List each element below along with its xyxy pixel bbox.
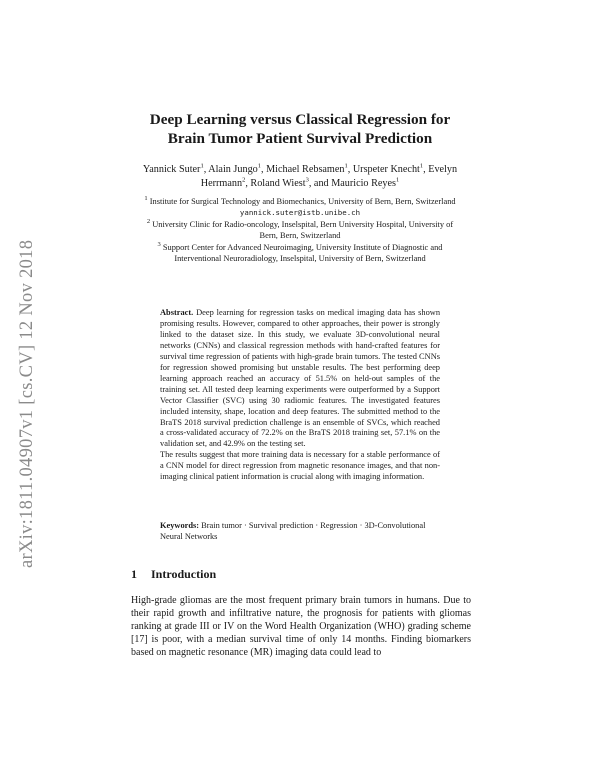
author-affiliation-mark: 1 — [257, 162, 262, 170]
author-name: Urspeter Knecht — [352, 164, 420, 175]
arxiv-identifier-stamp — [18, 192, 36, 568]
author-separator: , and — [308, 177, 332, 189]
affiliation-1-text: Institute for Surgical Technology and Biomechanics, University of Bern, Bern, Switzerland — [149, 197, 456, 206]
author-affiliation-mark: 1 — [419, 162, 424, 170]
affiliation-3-text: Support Center for Advanced Neuroimaging, University Institute of Diagnostic and Interventional Neuroradiology, Inselspital, University of Bern, Switzerland — [162, 242, 443, 263]
abstract-text-1: Deep learning for regression tasks on medical imaging data has shown promising results. However, compared to other approaches, their power is strongly linked to the dataset size. In this study, we evaluate 3D-convolutional neural networks (CNNs) and classical regression methods with hand-crafted features for survival time regression of patients with high-grade brain tumors. The tested CNNs for regression showed promising but unstable results. The best performing deep learning approach reached an accuracy of 51.5% on held-out samples of the training set. All tested deep learning experiments were outperformed by a Support Vector Classifier (SVC) using 30 radiomic features. The investigated features included intensity, shape, location and deep features. The submitted method to the BraTS 2018 survival prediction challenge is an ensemble of SVCs, which reached a cross-validated accuracy of 72.2% on the BraTS 2018 training set, 57.1% on the validation set, and 42.9% on the testing set. — [160, 308, 441, 449]
introduction-paragraph: High-grade gliomas are the most frequent primary brain tumors in humans. Due to their rapid growth and infiltrative nature, the prognosis for patients with gliomas ranking at grade III or IV on the Word Health Organization (WHO) grading scheme [17] is poor, with a median survival time of only 14 months. Finding biomarkers based on magnetic resonance (MR) imaging data could lead to — [131, 595, 471, 659]
affiliation-1 — [140, 197, 460, 219]
author-name: Roland Wiest — [250, 177, 306, 189]
author-separator: , — [423, 164, 429, 175]
affiliation-3-number: 3 — [157, 240, 161, 248]
author-separator: , — [261, 164, 267, 175]
author-name: Mauricio Reyes — [331, 177, 396, 189]
affiliation-2-text: University Clinic for Radio-oncology, Inselspital, Bern University Hospital, University of Bern, Bern, Switzerland — [152, 219, 454, 240]
keywords-text: Brain tumor · Survival prediction · Regression · 3D-Convolutional Neural Networks — [160, 521, 426, 541]
author-affiliation-mark: 3 — [305, 176, 309, 184]
section-number: 1 — [131, 567, 137, 581]
section-title: Introduction — [151, 567, 217, 581]
author-name: Evelyn Herrmann — [200, 164, 458, 189]
section-heading-introduction — [131, 567, 216, 581]
author-affiliation-mark: 1 — [395, 176, 400, 184]
affiliation-2-number: 2 — [146, 218, 151, 226]
paper-title: Deep Learning versus Classical Regression for Brain Tumor Patient Survival Prediction — [149, 111, 451, 147]
affiliation-3 — [140, 240, 460, 265]
affiliations — [140, 197, 460, 265]
author-affiliation-mark: 1 — [344, 162, 348, 170]
author-separator: , — [347, 164, 353, 175]
abstract-paragraph-2: The results suggest that more training data is necessary for a stable performance of a CNN model for direct regression from magnetic resonance images, and that non-imaging clinical patient information is crucial along with imaging information. — [160, 450, 440, 482]
author-name: Michael Rebsamen — [266, 164, 345, 175]
affiliation-2 — [140, 220, 460, 242]
abstract-label: Abstract. — [160, 308, 194, 317]
author-list — [125, 163, 475, 190]
abstract — [160, 308, 440, 483]
author-affiliation-mark: 2 — [242, 176, 246, 184]
author-separator: , — [203, 164, 209, 175]
author-separator: , — [245, 177, 251, 189]
author-affiliation-mark: 1 — [200, 162, 204, 170]
author-name: Alain Jungo — [208, 164, 258, 175]
keywords-label: Keywords: — [160, 521, 200, 530]
arxiv-identifier-text: arXiv:1811.04907v1 [cs.CV] 12 Nov 2018 — [17, 239, 37, 568]
author-name: Yannick Suter — [142, 164, 201, 175]
corresponding-email: yannick.suter@istb.unibe.ch — [239, 207, 361, 217]
keywords — [160, 520, 440, 542]
abstract-paragraph-1 — [160, 308, 440, 450]
affiliation-1-number: 1 — [144, 195, 148, 203]
